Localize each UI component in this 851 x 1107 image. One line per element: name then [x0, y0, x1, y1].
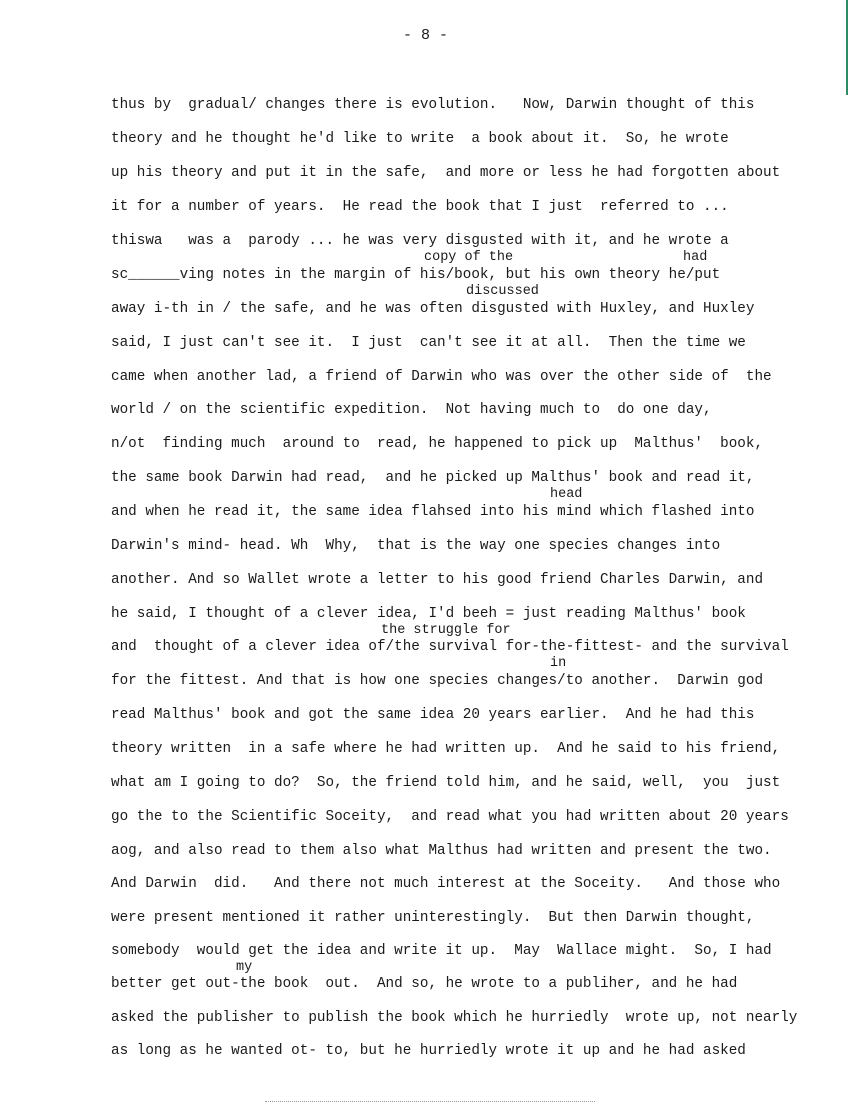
text-line: somebody would get the idea and write it up. May Wallace might. So, I had — [111, 943, 772, 959]
text-line: were present mentioned it rather uninterestingly. But then Darwin thought, — [111, 910, 755, 926]
text-line: world / on the scientific expedition. Not having much to do one day, — [111, 402, 712, 418]
text-line: n/ot finding much around to read, he happened to pick up Malthus' book, — [111, 436, 764, 452]
text-line: And Darwin did. And there not much interest at the Soceity. And those who — [111, 876, 781, 892]
handwritten-insertion: in — [550, 656, 567, 671]
text-line: it for a number of years. He read the book that I just referred to ... — [111, 199, 729, 215]
text-line: what am I going to do? So, the friend told him, and he said, well, you just — [111, 775, 781, 791]
text-line: read Malthus' book and got the same idea 20 years earlier. And he had this — [111, 707, 755, 723]
text-line: theory written in a safe where he had written up. And he said to his friend, — [111, 741, 781, 757]
handwritten-insertion: had — [683, 250, 708, 265]
handwritten-insertion: the struggle for — [381, 623, 511, 638]
text-line: and thought of a clever idea of/the survival for-the-fittest- and the survival — [111, 639, 789, 655]
text-line: asked the publisher to publish the book which he hurriedly wrote up, not nearly — [111, 1010, 798, 1026]
text-line: thiswa was a parody ... he was very disgusted with it, and he wrote a — [111, 233, 729, 249]
text-line: up his theory and put it in the safe, and more or less he had forgotten about — [111, 165, 781, 181]
page-number: - 8 - — [402, 27, 448, 44]
text-line: theory and he thought he'd like to write a book about it. So, he wrote — [111, 131, 729, 147]
handwritten-insertion: head — [550, 487, 583, 502]
handwritten-insertion: discussed — [466, 284, 539, 299]
text-line: sc______ving notes in the margin of his/book, but his own theory he/put — [111, 267, 721, 283]
text-line: the same book Darwin had read, and he picked up Malthus' book and read it, — [111, 470, 755, 486]
handwritten-insertion: copy of the — [424, 250, 514, 265]
text-line: as long as he wanted ot- to, but he hurriedly wrote it up and he had asked — [111, 1043, 746, 1059]
text-line: thus by gradual/ changes there is evolution. Now, Darwin thought of this — [111, 97, 755, 113]
text-line: he said, I thought of a clever idea, I'd beeh = just reading Malthus' book — [111, 606, 746, 622]
text-line: Darwin's mind- head. Wh Why, that is the way one species changes into — [111, 538, 721, 554]
handwritten-insertion: my — [236, 960, 253, 975]
bottom-edge-marks — [265, 1101, 595, 1102]
text-line: go the to the Scientific Soceity, and read what you had written about 20 years — [111, 809, 789, 825]
text-line: and when he read it, the same idea flahsed into his mind which flashed into — [111, 504, 755, 520]
text-line: better get out-the book out. And so, he wrote to a publiher, and he had — [111, 976, 738, 992]
text-line: away i-th in / the safe, and he was often disgusted with Huxley, and Huxley — [111, 301, 755, 317]
text-line: for the fittest. And that is how one species changes/to another. Darwin god — [111, 673, 764, 689]
text-line: said, I just can't see it. I just can't see it at all. Then the time we — [111, 335, 746, 351]
text-line: came when another lad, a friend of Darwin who was over the other side of the — [111, 369, 772, 385]
text-line: another. And so Wallet wrote a letter to his good friend Charles Darwin, and — [111, 572, 764, 588]
text-line: aog, and also read to them also what Malthus had written and present the two. — [111, 843, 772, 859]
